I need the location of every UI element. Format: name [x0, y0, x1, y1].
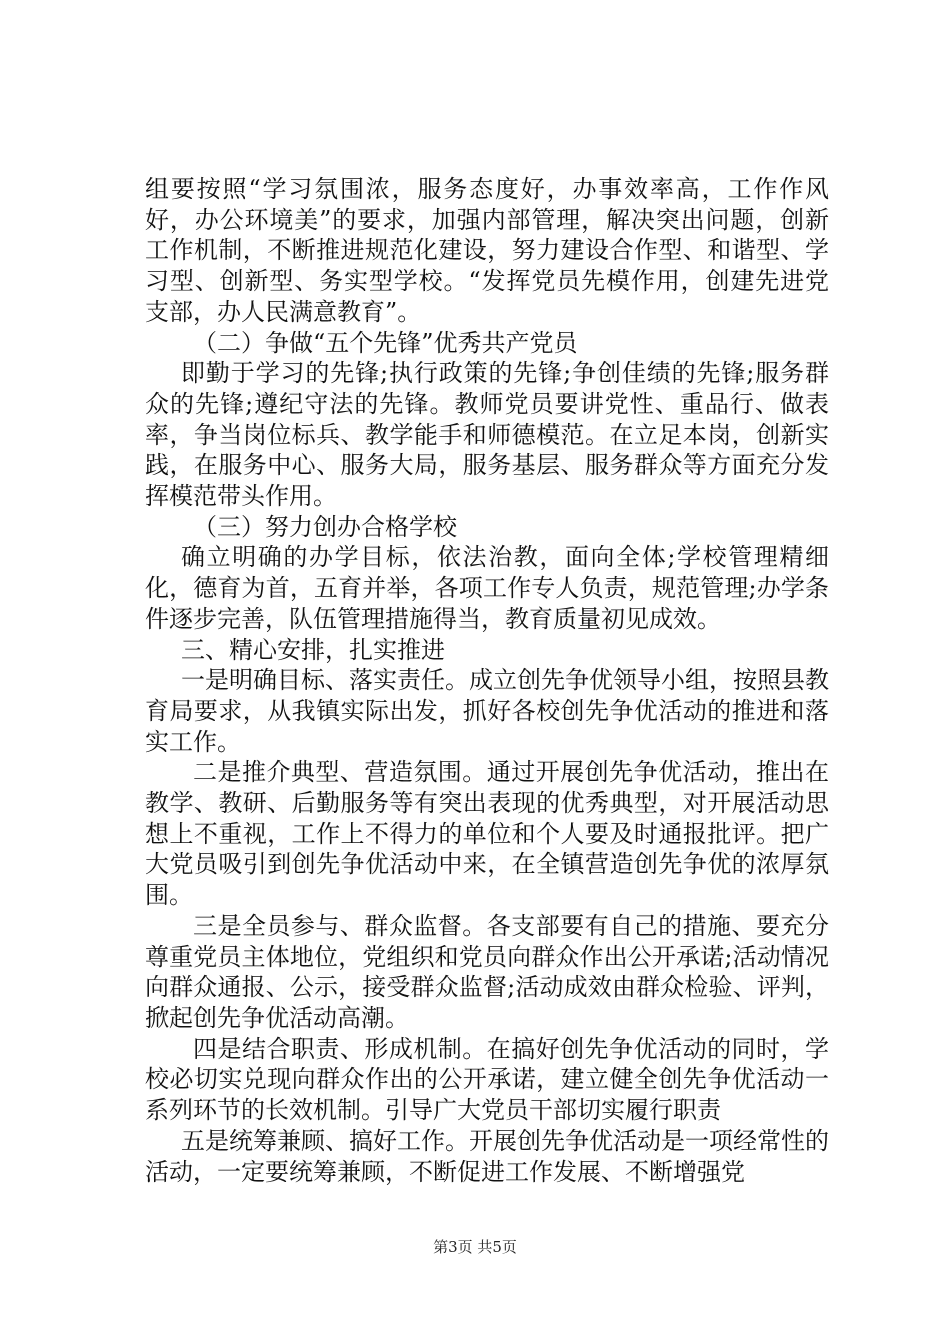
- paragraph-continuation: 组要按照“学习氛围浓，服务态度好，办事效率高，工作作风好，办公环境美”的要求，加强内部管理，解决突出问题，创新工作机制，不断推进规范化建设，努力建设合作型、和谐型、学习型、创新型、务实型学校。“发挥党员先模作用，创建先进党支部，办人民满意教育”。: [145, 175, 829, 326]
- paragraph-five-pioneers: 即勤于学习的先锋;执行政策的先锋;争创佳绩的先锋;服务群众的先锋;遵纪守法的先锋。教师党员要讲党性、重品行、做表率，争当岗位标兵、教学能手和师德模范。在立足本岗，创新实践，在服务中心、服务大局，服务基层、服务群众等方面充分发挥模范带头作用。: [145, 359, 829, 511]
- section-heading-arrangement: 三、精心安排，扎实推进: [181, 635, 445, 664]
- paragraph-item-four: 四是结合职责、形成机制。在搞好创先争优活动的同时，学校必切实兑现向群众作出的公开承诺，建立健全创先争优活动一系列环节的长效机制。引导广大党员干部切实履行职责: [145, 1034, 829, 1125]
- page-footer: 第3页 共5页: [433, 1238, 517, 1256]
- paragraph-item-three: 三是全员参与、群众监督。各支部要有自己的措施、要充分尊重党员主体地位，党组织和党员向群众作出公开承诺;活动情况向群众通报、公示，接受群众监督;活动成效由群众检验、评判，掀起创先争优活动高潮。: [145, 911, 829, 1032]
- paragraph-qualified-school: 确立明确的办学目标，依法治教，面向全体;学校管理精细化，德育为首，五育并举，各项工作专人负责，规范管理;办学条件逐步完善，队伍管理措施得当，教育质量初见成效。: [145, 543, 829, 633]
- paragraph-item-two: 二是推介典型、营造氛围。通过开展创先争优活动，推出在教学、教研、后勤服务等有突出表现的优秀典型，对开展活动思想上不重视，工作上不得力的单位和个人要及时通报批评。把广大党员吸引到创先争优活动中来，在全镇营造创先争优的浓厚氛围。: [145, 758, 829, 910]
- section-heading-three: （三）努力创办合格学校: [193, 512, 457, 541]
- section-heading-two: （二）争做“五个先锋”优秀共产党员: [193, 328, 578, 357]
- document-body: [145, 174, 829, 1187]
- paragraph-item-one: 一是明确目标、落实责任。成立创先争优领导小组，按照县教育局要求，从我镇实际出发，抓好各校创先争优活动的推进和落实工作。: [145, 666, 829, 756]
- paragraph-item-five: 五是统筹兼顾、搞好工作。开展创先争优活动是一项经常性的活动，一定要统筹兼顾，不断促进工作发展、不断增强党: [145, 1126, 829, 1186]
